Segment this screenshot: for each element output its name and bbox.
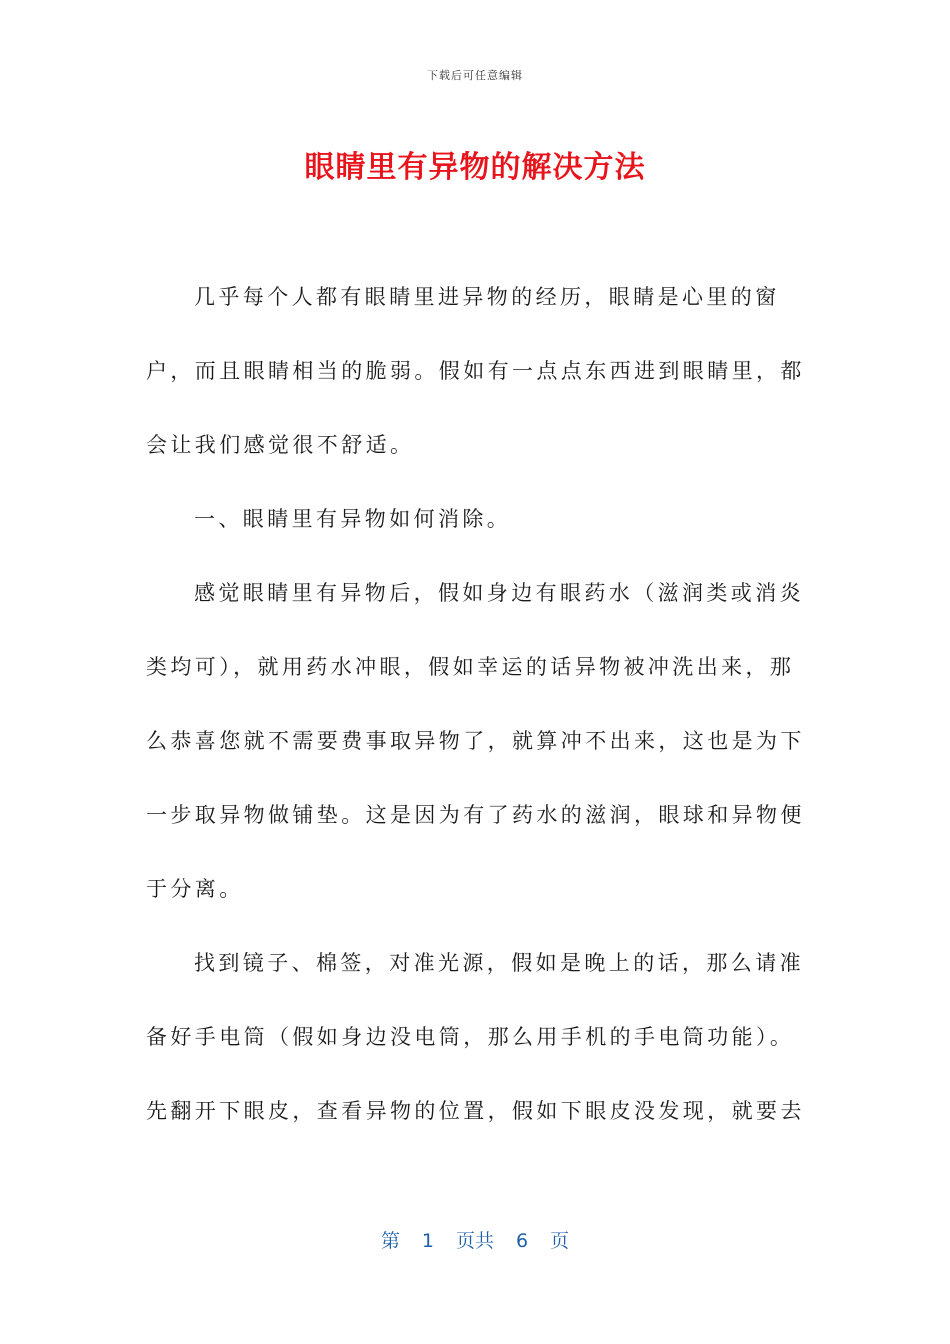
section-heading: 一、眼睛里有异物如何消除。 (194, 507, 512, 531)
document-body (146, 260, 806, 1148)
paragraph-intro: 几乎每个人都有眼睛里进异物的经历，眼睛是心里的窗户，而且眼睛相当的脆弱。假如有一点点东西进到眼睛里，都会让我们感觉很不舒适。 (146, 285, 805, 457)
document-title: 眼睛里有异物的解决方法 (304, 150, 646, 185)
footer-current-page: 1 (421, 1230, 434, 1252)
footer-suffix: 页 (550, 1230, 570, 1252)
page-footer (0, 1226, 950, 1253)
paragraph-eyedrops: 感觉眼睛里有异物后，假如身边有眼药水（滋润类或消炎类均可），就用药水冲眼，假如幸运的话异物被冲洗出来，那么恭喜您就不需要费事取异物了，就算冲不出来，这也是为下一步取异物做铺垫。这是因为有了药水的滋润，眼球和异物便于分离。 (146, 581, 805, 901)
footer-mid: 页共 (455, 1230, 494, 1252)
paragraph-mirror: 找到镜子、棉签，对准光源，假如是晚上的话，那么请准备好手电筒（假如身边没电筒，那么用手机的手电筒功能）。先翻开下眼皮，查看异物的位置，假如下眼皮没发现，就要去 (146, 951, 805, 1123)
footer-prefix: 第 (380, 1230, 400, 1252)
footer-total-pages: 6 (516, 1230, 529, 1252)
header-note: 下载后可任意编辑 (427, 69, 523, 82)
